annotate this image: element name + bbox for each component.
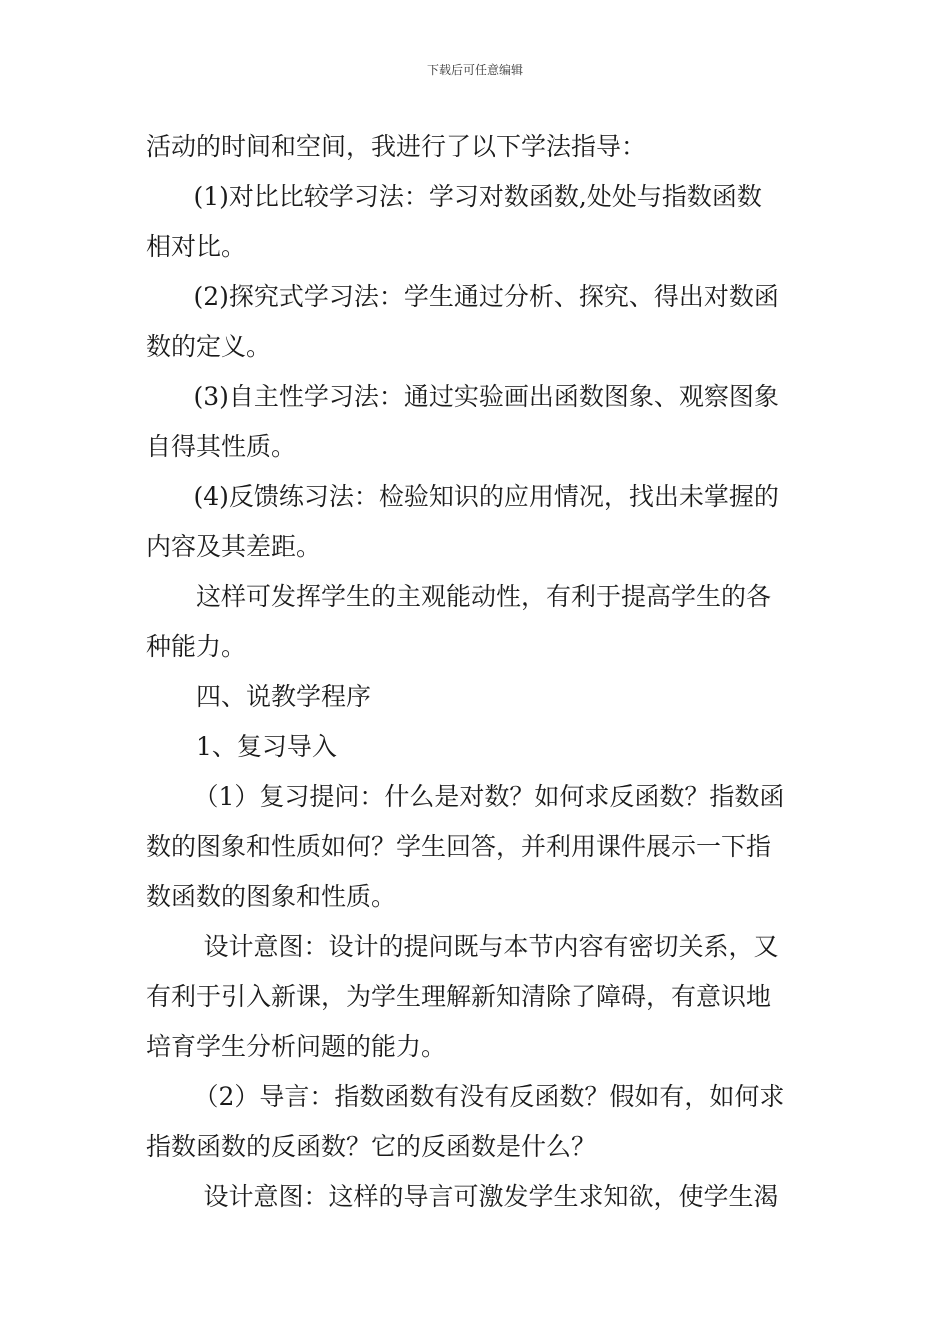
paragraph-continuation bbox=[146, 122, 808, 172]
text-line: 活动的时间和空间，我进行了以下学法指导： bbox=[146, 132, 647, 161]
paragraph-method-1 bbox=[146, 172, 808, 272]
text-line: 四、说教学程序 bbox=[196, 682, 372, 711]
paragraph-introduction bbox=[146, 1072, 808, 1172]
text-line: 设计意图：设计的提问既与本节内容有密切关系，又 bbox=[203, 932, 779, 961]
text-line: 数的图象和性质如何？学生回答，并利用课件展示一下指 bbox=[146, 832, 772, 861]
text-line: 有利于引入新课，为学生理解新知清除了障碍，有意识地 bbox=[146, 982, 772, 1011]
text-line: (2)探究式学习法：学生通过分析、探究、得出对数函 bbox=[193, 282, 779, 311]
paragraph-design-intent-2 bbox=[146, 1172, 808, 1222]
paragraph-review-questions bbox=[146, 772, 808, 922]
text-line: （1）复习提问：什么是对数？如何求反函数？指数函 bbox=[193, 782, 785, 811]
text-line: 1、复习导入 bbox=[196, 732, 337, 761]
paragraph-method-2 bbox=[146, 272, 808, 372]
text-line: 相对比。 bbox=[146, 232, 247, 261]
text-line: 种能力。 bbox=[146, 632, 247, 661]
text-line: 指数函数的反函数？它的反函数是什么？ bbox=[146, 1132, 597, 1161]
text-line: 数的定义。 bbox=[146, 332, 272, 361]
text-line: 内容及其差距。 bbox=[146, 532, 322, 561]
text-line: 数函数的图象和性质。 bbox=[146, 882, 397, 911]
text-line: 培育学生分析问题的能力。 bbox=[146, 1032, 447, 1061]
paragraph-method-3 bbox=[146, 372, 808, 472]
text-line: 自得其性质。 bbox=[146, 432, 297, 461]
subsection-heading bbox=[146, 722, 808, 772]
paragraph-summary bbox=[146, 572, 808, 672]
page-header: 下载后可任意编辑 bbox=[426, 63, 523, 77]
text-line: 这样可发挥学生的主观能动性，有利于提高学生的各 bbox=[196, 582, 772, 611]
text-line: 设计意图：这样的导言可激发学生求知欲，使学生渴 bbox=[203, 1182, 779, 1211]
text-line: (3)自主性学习法：通过实验画出函数图象、观察图象 bbox=[193, 382, 779, 411]
document-body bbox=[146, 122, 808, 1222]
paragraph-design-intent-1 bbox=[146, 922, 808, 1072]
text-line: (4)反馈练习法：检验知识的应用情况，找出未掌握的 bbox=[193, 482, 779, 511]
text-line: （2）导言：指数函数有没有反函数？假如有，如何求 bbox=[193, 1082, 785, 1111]
text-line: (1)对比比较学习法：学习对数函数,处处与指数函数 bbox=[193, 182, 762, 211]
section-heading bbox=[146, 672, 808, 722]
paragraph-method-4 bbox=[146, 472, 808, 572]
